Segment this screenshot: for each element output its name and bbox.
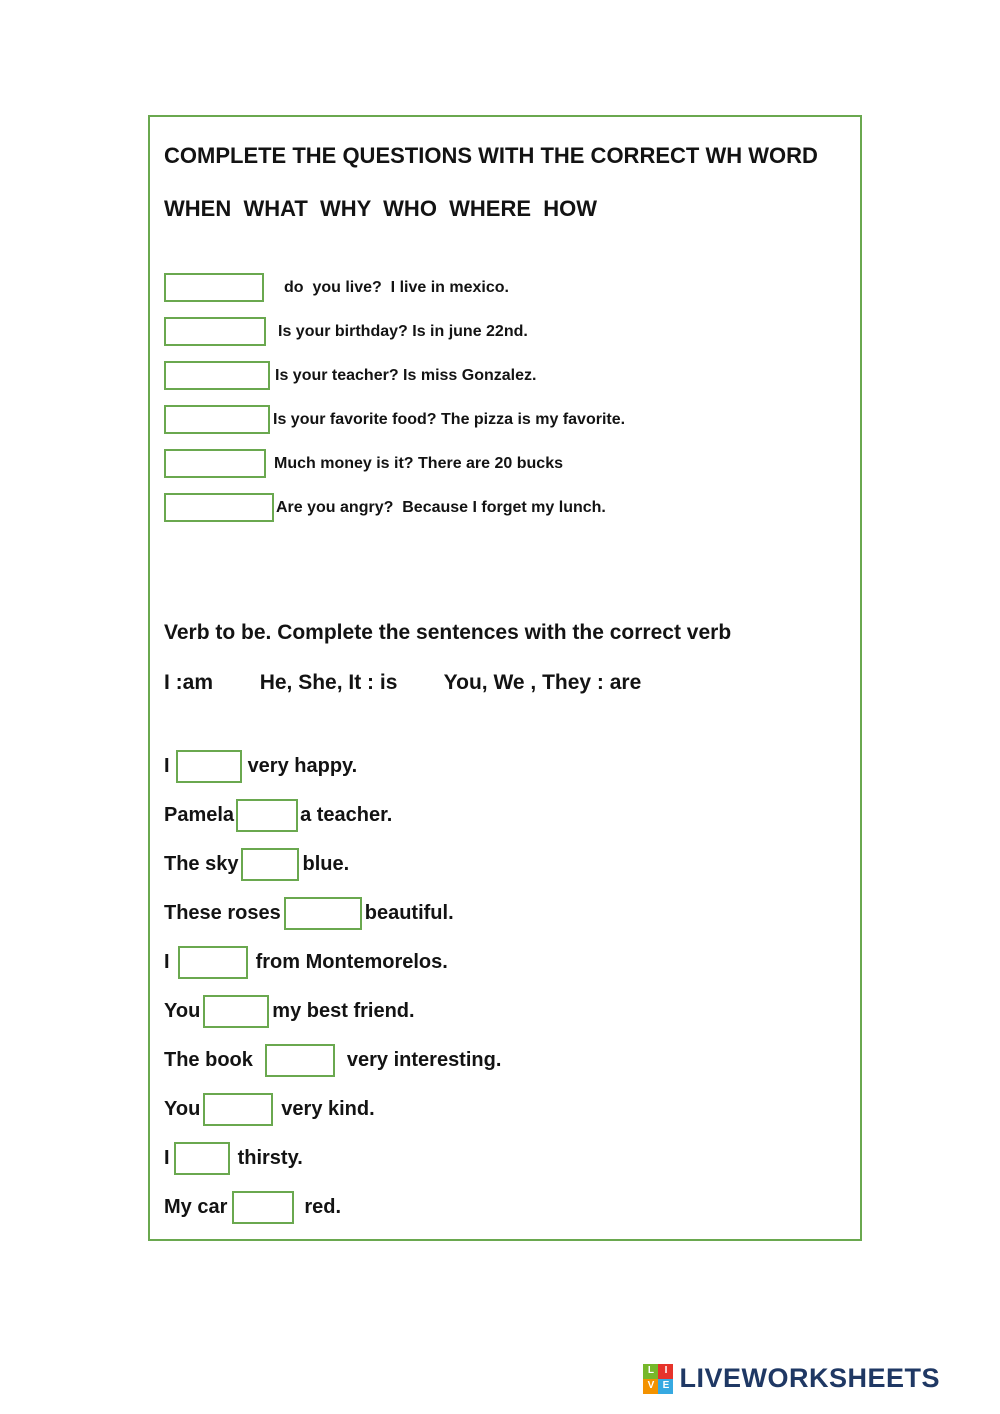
verb-answer-input-7[interactable] — [265, 1044, 335, 1077]
sentence-after: thirsty. — [237, 1146, 303, 1169]
sentence-before: These roses — [164, 901, 281, 924]
sentence-before: Pamela — [164, 803, 235, 826]
sentence-row — [164, 798, 842, 832]
question-row — [164, 492, 842, 523]
question-text: do you live? I live in mexico. — [284, 278, 509, 296]
section2-title: Verb to be. Complete the sentences with the correct verb — [164, 621, 732, 644]
worksheet-border — [148, 115, 862, 1241]
verb-answer-input-4[interactable] — [284, 897, 362, 930]
wh-answer-input-6[interactable] — [164, 493, 274, 522]
sentence-before: The sky — [164, 852, 239, 875]
logo-square-e: E — [658, 1379, 673, 1394]
sentence-row — [164, 945, 842, 979]
question-text: Much money is it? There are 20 bucks — [274, 454, 563, 472]
section1-title: COMPLETE THE QUESTIONS WITH THE CORRECT WH WORD — [164, 143, 818, 168]
verb-answer-input-6[interactable] — [203, 995, 269, 1028]
question-text: Is your teacher? Is miss Gonzalez. — [275, 366, 537, 384]
verb-hint: I :am He, She, It : is You, We , They : are — [164, 671, 642, 694]
brand-text: LIVEWORKSHEETS — [679, 1363, 940, 1393]
sentence-after: very interesting. — [346, 1048, 502, 1071]
sentence-after: my best friend. — [272, 999, 415, 1022]
sentence-before: You — [164, 1097, 201, 1120]
question-row — [164, 448, 842, 479]
wh-answer-input-3[interactable] — [164, 361, 270, 390]
question-row — [164, 404, 842, 435]
sentence-after: blue. — [302, 852, 350, 875]
wh-answer-input-1[interactable] — [164, 273, 264, 302]
sentence-row — [164, 1092, 842, 1126]
question-text: Is your birthday? Is in june 22nd. — [278, 322, 528, 340]
wh-answer-input-2[interactable] — [164, 317, 266, 346]
word-bank: WHEN WHAT WHY WHO WHERE HOW — [164, 196, 598, 221]
sentence-row — [164, 896, 842, 930]
sentence-before: I — [164, 754, 170, 777]
logo-square-l: L — [643, 1364, 658, 1379]
sentence-row — [164, 1141, 842, 1175]
verb-answer-input-2[interactable] — [236, 799, 298, 832]
sentence-before: I — [164, 950, 170, 973]
sentence-before: You — [164, 999, 201, 1022]
question-text: Are you angry? Because I forget my lunch. — [276, 498, 606, 516]
question-text: Is your favorite food? The pizza is my favorite. — [273, 410, 626, 428]
verb-answer-input-10[interactable] — [232, 1191, 294, 1224]
verb-answer-input-1[interactable] — [176, 750, 242, 783]
sentence-before: My car — [164, 1195, 228, 1218]
logo-square-v: V — [643, 1379, 658, 1394]
sentence-row — [164, 749, 842, 783]
question-row — [164, 360, 842, 391]
sentence-before: The book — [164, 1048, 253, 1071]
sentence-row — [164, 847, 842, 881]
wh-answer-input-5[interactable] — [164, 449, 266, 478]
verb-answer-input-5[interactable] — [178, 946, 248, 979]
sentence-after: a teacher. — [300, 803, 393, 826]
sentence-after: from Montemorelos. — [255, 950, 448, 973]
sentence-after: red. — [304, 1195, 342, 1218]
sentence-before: I — [164, 1146, 170, 1169]
wh-answer-input-4[interactable] — [164, 405, 270, 434]
sentence-after: very kind. — [281, 1097, 375, 1120]
liveworksheets-logo[interactable] — [643, 1363, 940, 1394]
sentence-row — [164, 1043, 842, 1077]
logo-square-i: I — [658, 1364, 673, 1379]
verb-sentences-list — [164, 749, 842, 1224]
sentence-row — [164, 1190, 842, 1224]
wh-questions-list — [164, 272, 842, 523]
question-row — [164, 272, 842, 303]
question-row — [164, 316, 842, 347]
sentence-after: beautiful. — [364, 901, 454, 924]
sentence-after: very happy. — [247, 754, 358, 777]
verb-answer-input-9[interactable] — [174, 1142, 230, 1175]
verb-answer-input-8[interactable] — [203, 1093, 273, 1126]
verb-answer-input-3[interactable] — [241, 848, 299, 881]
liveworksheets-icon — [643, 1364, 673, 1394]
sentence-row — [164, 994, 842, 1028]
